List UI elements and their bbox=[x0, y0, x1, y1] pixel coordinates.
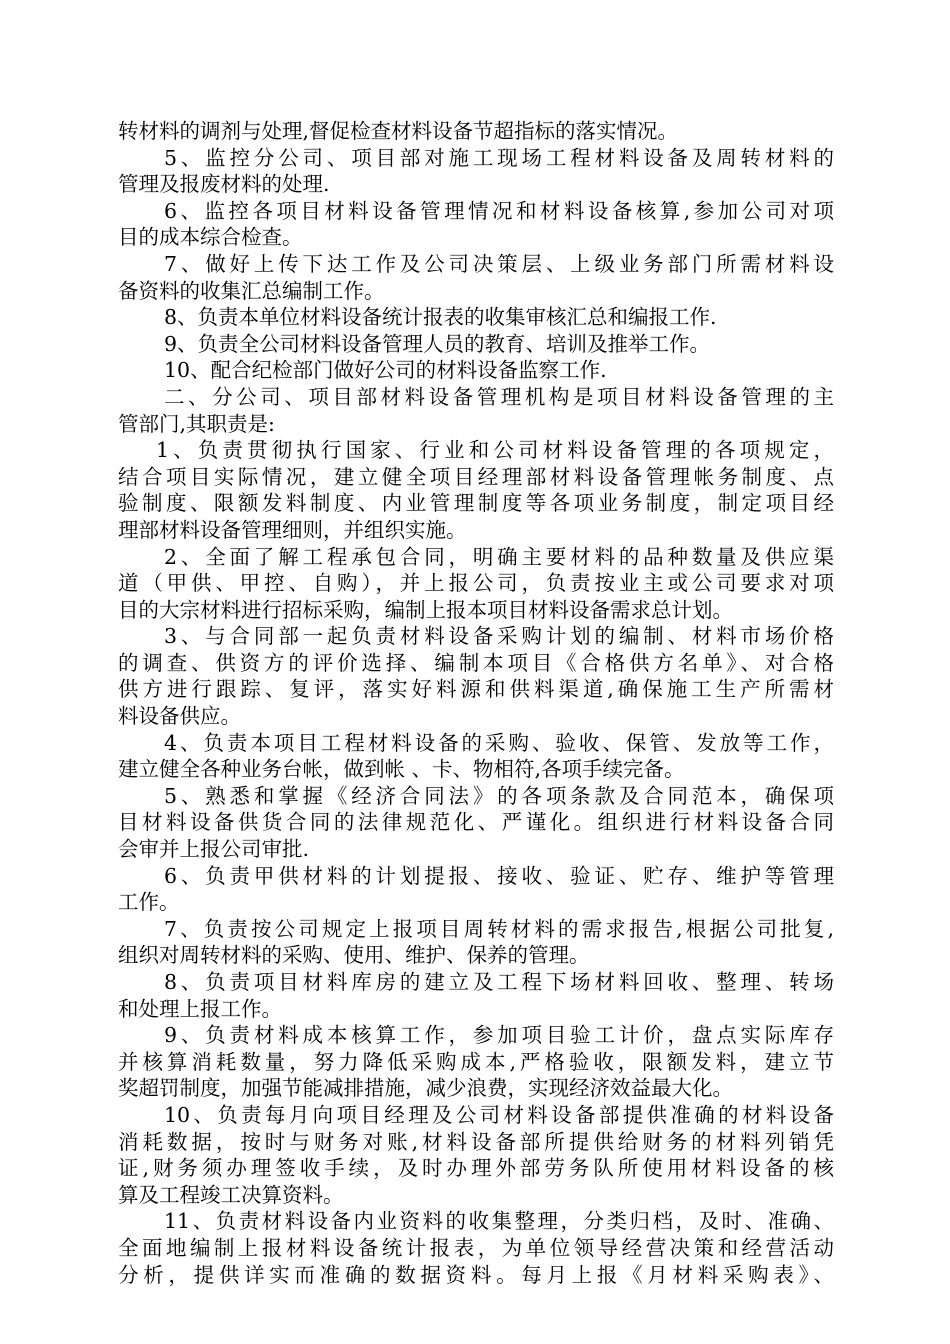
text-line: 会审并上报公司审批. bbox=[118, 837, 310, 862]
text-line: 7、做好上传下达工作及公司决策层、上级业务部门所需材料设 bbox=[164, 251, 834, 276]
text-line: 转材料的调剂与处理,督促检查材料设备节超指标的落实情况。 bbox=[118, 119, 679, 143]
text-line: 5、监控分公司、项目部对施工现场工程材料设备及周转材料的 bbox=[164, 145, 834, 170]
text-line: 奖超罚制度，加强节能减排措施，减少浪费，实现经济效益最大化。 bbox=[118, 1076, 733, 1101]
text-line: 消耗数据，按时与财务对账,材料设备部所提供给财务的材料列销凭 bbox=[118, 1129, 834, 1154]
text-line: 10、负责每月向项目经理及公司材料设备部提供准确的材料设备 bbox=[164, 1102, 834, 1127]
text-line: 4、负责本项目工程材料设备的采购、验收、保管、发放等工作， bbox=[164, 730, 834, 755]
text-line: 6、监控各项目材料设备管理情况和材料设备核算,参加公司对项 bbox=[164, 198, 834, 223]
text-line: 备资料的收集汇总编制工作。 bbox=[118, 278, 385, 303]
text-line: 工作。 bbox=[118, 890, 180, 915]
text-line: 并核算消耗数量，努力降低采购成本,严格验收，限额发料，建立节 bbox=[118, 1049, 834, 1074]
document-page bbox=[118, 118, 834, 1288]
text-line: 结合项目实际情况，建立健全项目经理部材料设备管理帐务制度、点 bbox=[118, 464, 834, 489]
text-line: 目材料设备供货合同的法律规范化、严谨化。组织进行材料设备合同 bbox=[118, 810, 834, 835]
text-line: 管部门,其职责是: bbox=[118, 411, 275, 436]
text-line: 10、配合纪检部门做好公司的材料设备监察工作. bbox=[164, 358, 607, 383]
text-line: 8、负责项目材料库房的建立及工程下场材料回收、整理、转场 bbox=[164, 970, 834, 994]
text-line: 证,财务须办理签收手续，及时办理外部劳务队所使用材料设备的核 bbox=[118, 1156, 834, 1181]
text-line: 的调查、供资方的评价选择、编制本项目《合格供方名单》、对合格 bbox=[118, 650, 834, 675]
text-line: 供方进行跟踪、复评，落实好料源和供料渠道,确保施工生产所需材 bbox=[118, 677, 834, 702]
text-line: 验制度、限额发料制度、内业管理制度等各项业务制度，制定项目经 bbox=[118, 491, 834, 516]
text-line: 管理及报废材料的处理. bbox=[118, 172, 330, 197]
text-line: 目的成本综合检查。 bbox=[118, 225, 303, 250]
text-line: 3、与合同部一起负责材料设备采购计划的编制、材料市场价格 bbox=[164, 624, 834, 649]
text-line: 5、熟悉和掌握《经济合同法》的各项条款及合同范本，确保项 bbox=[164, 783, 834, 808]
text-line: 2、全面了解工程承包合同，明确主要材料的品种数量及供应渠 bbox=[164, 544, 834, 569]
text-line: 建立健全各种业务台帐，做到帐 、卡、物相符,各项手续完备。 bbox=[118, 757, 685, 782]
text-line: 道（甲供、甲控、自购），并上报公司，负责按业主或公司要求对项 bbox=[118, 571, 834, 596]
text-line: 料设备供应。 bbox=[118, 704, 241, 729]
text-line: 理部材料设备管理细则，并组织实施。 bbox=[118, 517, 467, 542]
text-line: 和处理上报工作。 bbox=[118, 996, 282, 1021]
text-line: 9、负责全公司材料设备管理人员的教育、培训及推举工作。 bbox=[164, 331, 711, 356]
text-line: 7、负责按公司规定上报项目周转材料的需求报告,根据公司批复, bbox=[164, 916, 834, 941]
text-line: 二、分公司、项目部材料设备管理机构是项目材料设备管理的主 bbox=[164, 384, 834, 409]
text-line: 算及工程竣工决算资料。 bbox=[118, 1182, 344, 1207]
text-line: 全面地编制上报材料设备统计报表，为单位领导经营决策和经营活动 bbox=[118, 1235, 834, 1260]
text-line: 分析，提供详实而准确的数据资料。每月上报《月材料采购表》、 bbox=[118, 1262, 834, 1287]
text-line: 8、负责本单位材料设备统计报表的收集审核汇总和编报工作. bbox=[164, 305, 717, 330]
text-line: 1、负责贯彻执行国家、行业和公司材料设备管理的各项规定， bbox=[156, 438, 834, 463]
text-line: 目的大宗材料进行招标采购，编制上报本项目材料设备需求总计划。 bbox=[118, 597, 733, 622]
text-line: 6、负责甲供材料的计划提报、接收、验证、贮存、维护等管理 bbox=[164, 863, 834, 888]
text-line: 11、负责材料设备内业资料的收集整理，分类归档，及时、准确、 bbox=[164, 1209, 834, 1234]
text-line: 9、负责材料成本核算工作，参加项目验工计价，盘点实际库存 bbox=[164, 1023, 834, 1048]
text-line: 组织对周转材料的采购、使用、维护、保养的管理。 bbox=[118, 943, 590, 968]
